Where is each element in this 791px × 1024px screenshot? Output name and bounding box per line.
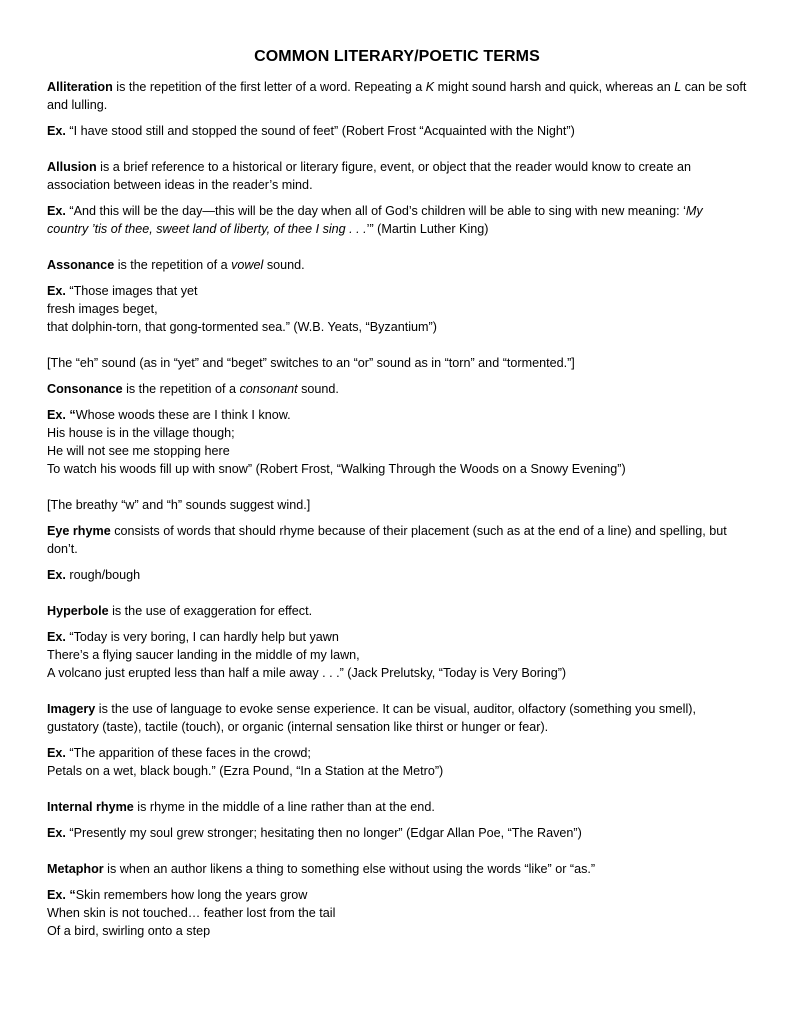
example-allusion xyxy=(47,202,747,238)
definition-text: is the use of exaggeration for effect. xyxy=(108,604,313,618)
example-line: He will not see me stopping here xyxy=(47,444,230,458)
definition-eye-rhyme xyxy=(47,522,747,558)
example-quote-mark: “ xyxy=(65,888,76,902)
definition-text: is rhyme in the middle of a line rather than at the end. xyxy=(133,800,435,814)
example-text: Skin remembers how long the years grow xyxy=(75,888,308,902)
definition-text: sound. xyxy=(297,382,339,396)
definition-emphasis: L xyxy=(674,80,682,94)
note-assonance: [The “eh” sound (as in “yet” and “beget” switches to an “or” sound as in “torn” and “tormented.”] xyxy=(47,356,575,370)
page-title: COMMON LITERARY/POETIC TERMS xyxy=(254,48,540,65)
example-hyperbole xyxy=(47,628,747,682)
example-text: “Presently my soul grew stronger; hesitating then no longer” (Edgar Allan Poe, “The Raven”) xyxy=(65,826,582,840)
term-internal-rhyme: Internal rhyme xyxy=(47,800,134,814)
example-text: “Today is very boring, I can hardly help but yawn xyxy=(65,630,339,644)
definition-alliteration xyxy=(47,78,747,114)
example-assonance xyxy=(47,282,747,336)
ex-label: Ex. xyxy=(47,630,66,644)
definition-emphasis: K xyxy=(425,80,435,94)
example-imagery xyxy=(47,744,747,780)
definition-metaphor xyxy=(47,860,747,878)
definition-emphasis: vowel xyxy=(231,258,264,272)
definition-text: can be soft and lulling. xyxy=(47,80,747,112)
term-hyperbole: Hyperbole xyxy=(47,604,109,618)
example-line xyxy=(47,886,747,904)
example-alliteration xyxy=(47,122,747,140)
definition-text: is the use of language to evoke sense experience. It can be visual, auditor, olfactory (something you smell), gustatory (taste), tactile (touch), or organic (internal sensation like thirst or hunger or fear). xyxy=(47,702,696,734)
definition-text: sound. xyxy=(263,258,305,272)
example-line: that dolphin-torn, that gong-tormented sea.” (W.B. Yeats, “Byzantium”) xyxy=(47,320,437,334)
ex-label: Ex. xyxy=(47,204,66,218)
definition-text: is when an author likens a thing to something else without using the words “like” or “as.” xyxy=(103,862,596,876)
ex-label: Ex. xyxy=(47,888,66,902)
example-line: To watch his woods fill up with snow” (Robert Frost, “Walking Through the Woods on a Snowy Evening”) xyxy=(47,462,626,476)
example-text: rough/bough xyxy=(65,568,141,582)
term-consonance: Consonance xyxy=(47,382,123,396)
ex-label: Ex. xyxy=(47,284,66,298)
example-quote-mark: “ xyxy=(65,408,76,422)
example-line xyxy=(47,282,747,300)
example-line xyxy=(47,628,747,646)
example-text: Whose woods these are I think I know. xyxy=(75,408,291,422)
example-metaphor xyxy=(47,886,747,940)
term-eye-rhyme: Eye rhyme xyxy=(47,524,111,538)
definition-internal-rhyme xyxy=(47,798,747,816)
term-metaphor: Metaphor xyxy=(47,862,104,876)
definition-text: is the repetition of the first letter of a word. Repeating a xyxy=(112,80,426,94)
example-consonance xyxy=(47,406,747,478)
example-line: A volcano just erupted less than half a mile away . . .” (Jack Prelutsky, “Today is Very Boring”) xyxy=(47,666,567,680)
definition-text: consists of words that should rhyme because of their placement (such as at the end of a line) and spelling, but don’t. xyxy=(47,524,727,556)
example-internal-rhyme xyxy=(47,824,747,842)
ex-label: Ex. xyxy=(47,408,66,422)
definition-text: is the repetition of a xyxy=(114,258,232,272)
example-text: “And this will be the day—this will be the day when all of God’s children will be able to sing with new meaning: ‘ xyxy=(65,204,686,218)
definition-assonance xyxy=(47,256,747,274)
definition-allusion xyxy=(47,158,747,194)
definition-consonance xyxy=(47,380,747,398)
example-line: When skin is not touched… feather lost from the tail xyxy=(47,906,336,920)
example-line: Petals on a wet, black bough.” (Ezra Pound, “In a Station at the Metro”) xyxy=(47,764,444,778)
document-page xyxy=(47,48,747,940)
definition-text: is a brief reference to a historical or literary figure, event, or object that the reader would know to create an association between ideas in the reader’s mind. xyxy=(47,160,691,192)
term-allusion: Allusion xyxy=(47,160,97,174)
example-line xyxy=(47,744,747,762)
ex-label: Ex. xyxy=(47,746,66,760)
example-line: There’s a flying saucer landing in the middle of my lawn, xyxy=(47,648,360,662)
note-consonance: [The breathy “w” and “h” sounds suggest wind.] xyxy=(47,498,311,512)
definition-imagery xyxy=(47,700,747,736)
example-emphasis: My country ’tis of thee, sweet land of liberty, of thee I sing . . . xyxy=(47,204,703,236)
example-line xyxy=(47,406,747,424)
example-text: “The apparition of these faces in the crowd; xyxy=(65,746,311,760)
ex-label: Ex. xyxy=(47,826,66,840)
example-line: fresh images beget, xyxy=(47,302,158,316)
example-text: “I have stood still and stopped the sound of feet” (Robert Frost “Acquainted with the Night”) xyxy=(65,124,575,138)
example-line: His house is in the village though; xyxy=(47,426,235,440)
term-alliteration: Alliteration xyxy=(47,80,113,94)
example-eye-rhyme xyxy=(47,566,747,584)
ex-label: Ex. xyxy=(47,124,66,138)
ex-label: Ex. xyxy=(47,568,66,582)
term-imagery: Imagery xyxy=(47,702,96,716)
definition-emphasis: consonant xyxy=(239,382,298,396)
example-text: “Those images that yet xyxy=(65,284,198,298)
definition-text: is the repetition of a xyxy=(122,382,240,396)
definition-text: might sound harsh and quick, whereas an xyxy=(434,80,675,94)
term-assonance: Assonance xyxy=(47,258,115,272)
example-text: ’” (Martin Luther King) xyxy=(366,222,489,236)
definition-hyperbole xyxy=(47,602,747,620)
example-line: Of a bird, swirling onto a step xyxy=(47,924,211,938)
